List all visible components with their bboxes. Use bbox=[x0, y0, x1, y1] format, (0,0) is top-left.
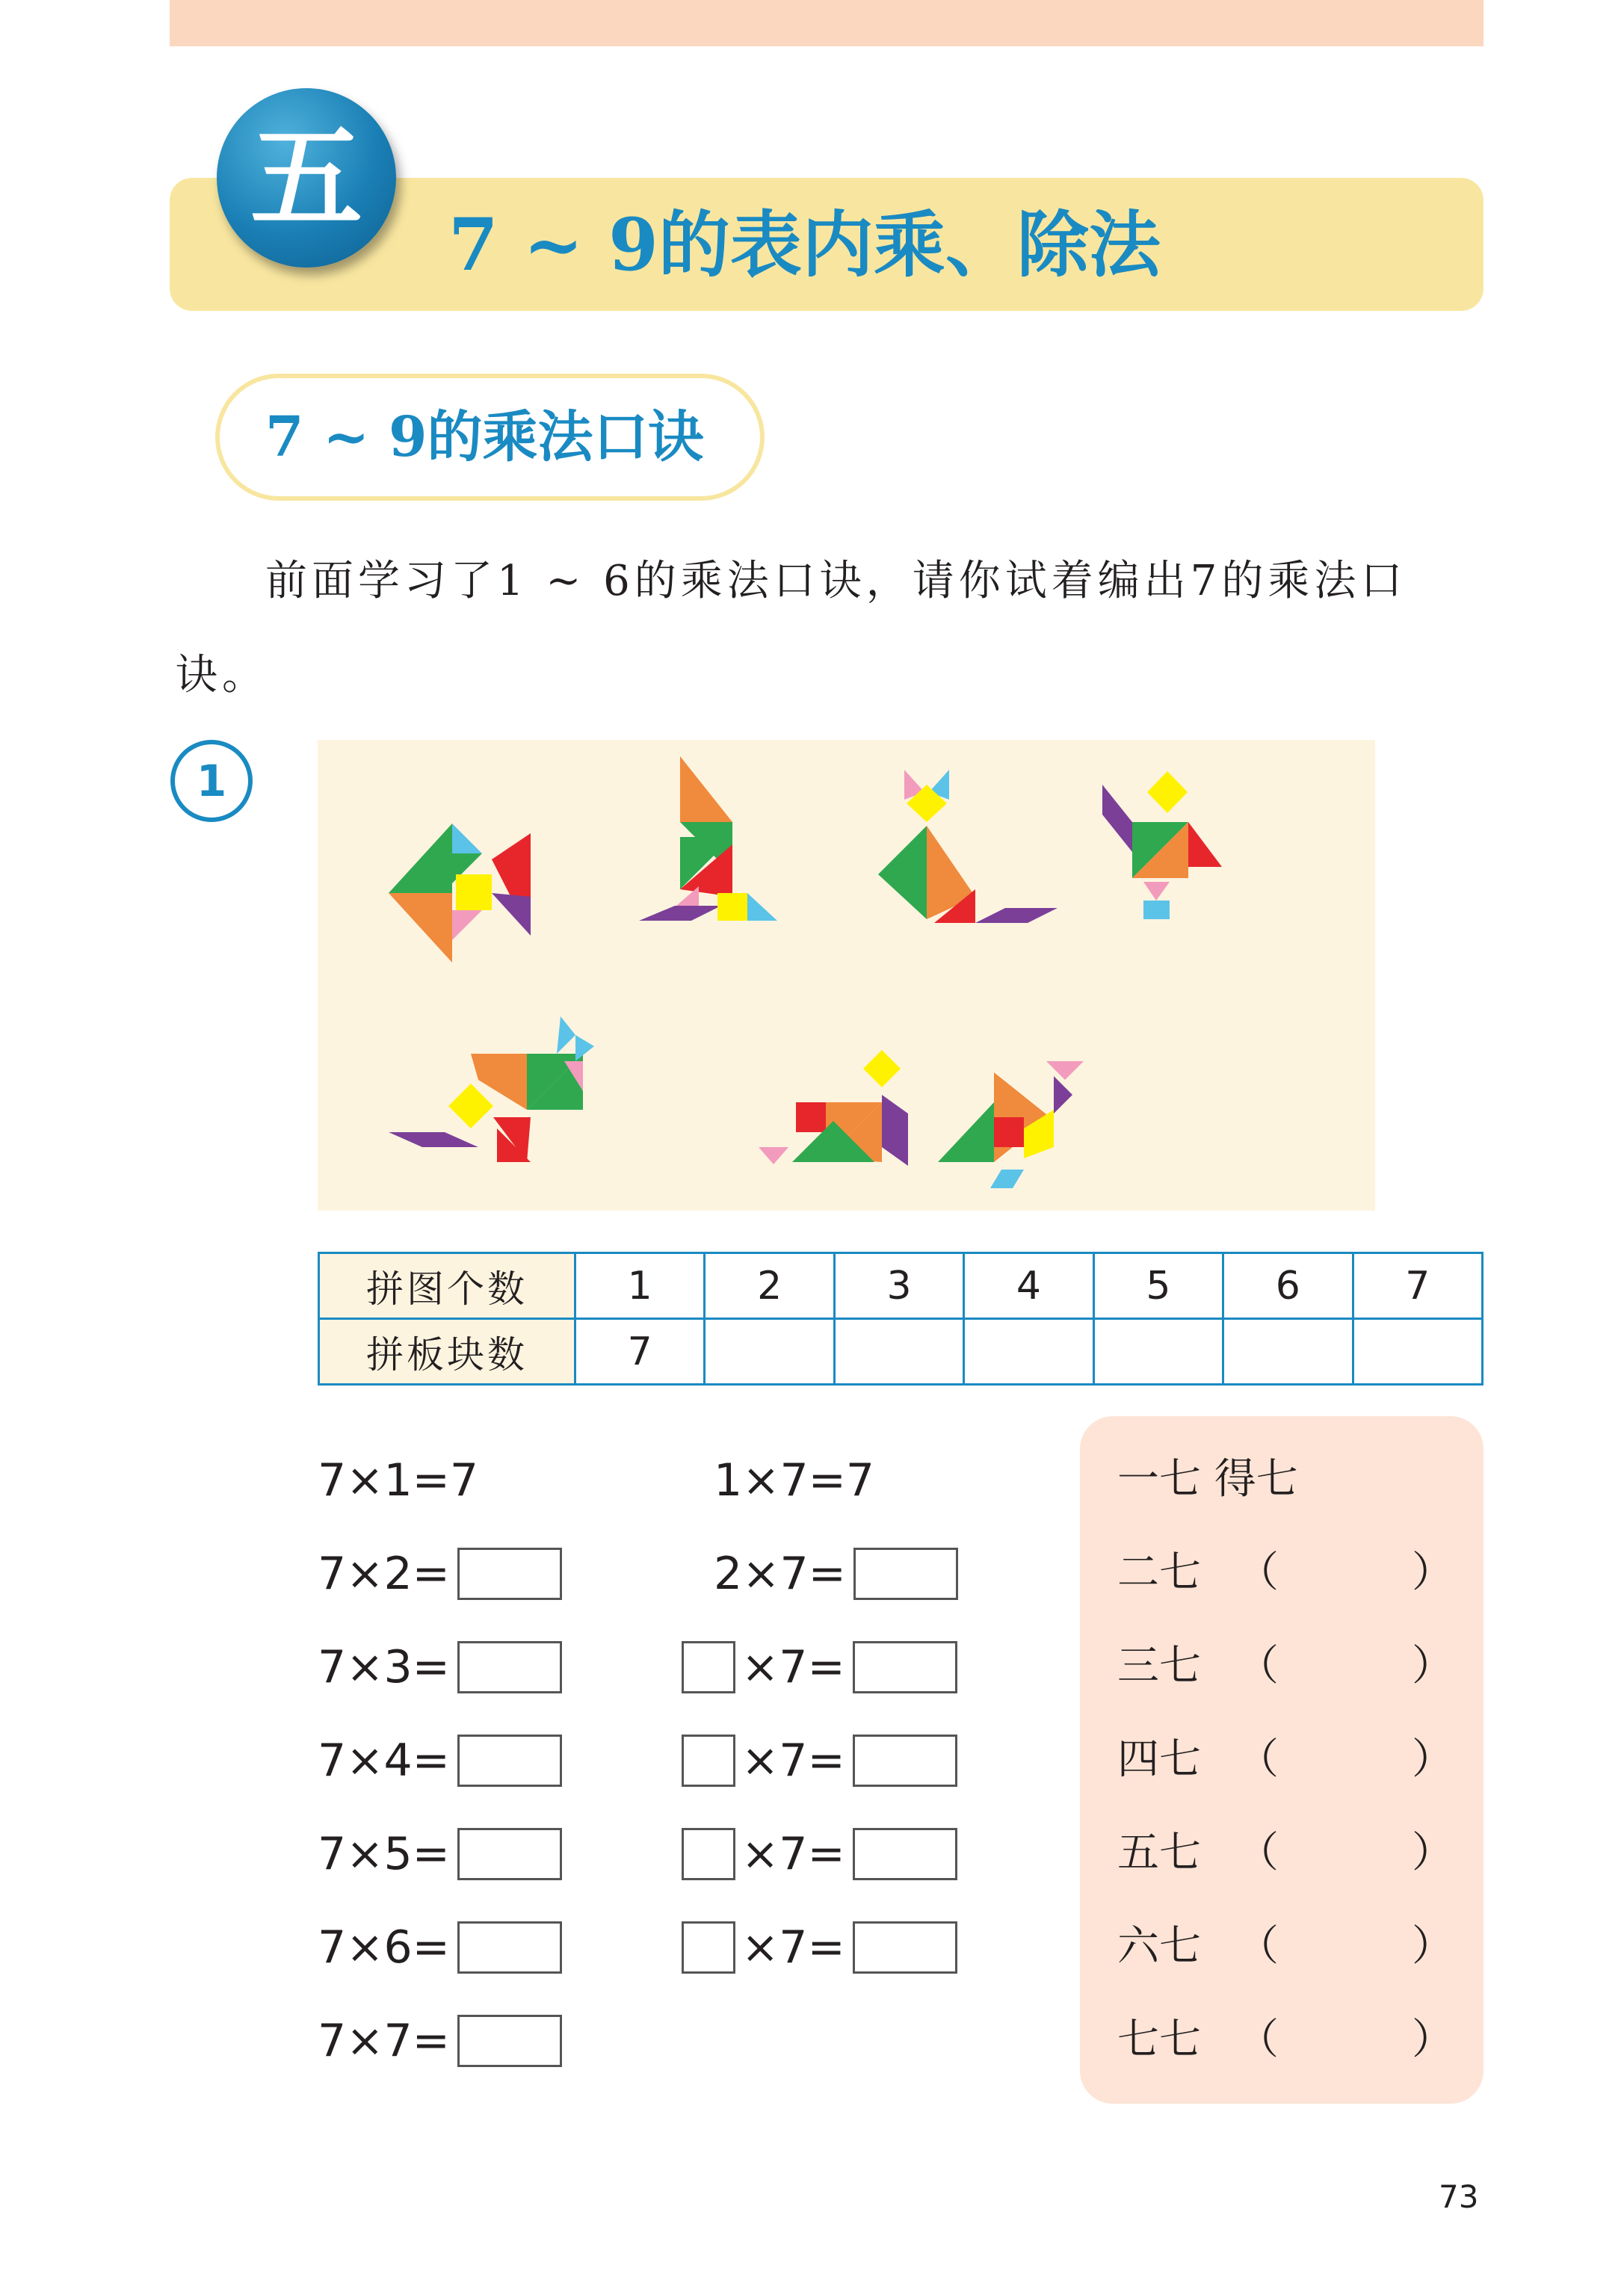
rhyme-line bbox=[1117, 1917, 1454, 1977]
table-cell: 4 bbox=[964, 1253, 1093, 1319]
rhyme-text: 六七 bbox=[1117, 1922, 1201, 1971]
equation-text: 7×6= bbox=[318, 1921, 450, 1974]
equation-text: ×7= bbox=[741, 1641, 845, 1693]
intro-paragraph: 前面学习了1 ~ 6的乘法口诀，请你试着编出7的乘法口诀。 bbox=[176, 557, 1407, 699]
table-cell: 3 bbox=[834, 1253, 963, 1319]
table-cell: 7 bbox=[575, 1319, 705, 1385]
equation-text: 7×1=7 bbox=[318, 1454, 479, 1507]
factor-box[interactable] bbox=[682, 1641, 735, 1693]
section-title: 7 ~ 9的乘法口诀 bbox=[265, 405, 704, 469]
table-header-pieces: 拼板块数 bbox=[319, 1319, 575, 1385]
equation-text: 1×7=7 bbox=[714, 1454, 875, 1507]
answer-box[interactable] bbox=[853, 1735, 957, 1787]
tangram-seal bbox=[759, 1050, 908, 1166]
equation-left bbox=[318, 1827, 562, 1881]
chapter-title: 7 ~ 9的表内乘、除法 bbox=[448, 203, 1161, 287]
rhyme-blank-close: ） bbox=[1412, 2016, 1454, 2064]
exercise-number: 1 bbox=[170, 740, 253, 822]
table-cell: 6 bbox=[1223, 1253, 1353, 1319]
table-answer-cell[interactable] bbox=[1093, 1319, 1223, 1385]
tangram-person bbox=[1102, 771, 1222, 919]
equation-right bbox=[682, 1734, 957, 1788]
equation-right bbox=[682, 1921, 957, 1974]
rhyme-blank-open: （ bbox=[1237, 1735, 1279, 1784]
answer-box[interactable] bbox=[457, 1548, 562, 1600]
rhyme-blank-close: ） bbox=[1412, 1548, 1454, 1597]
rhyme-text: 五七 bbox=[1117, 1829, 1201, 1877]
answer-box[interactable] bbox=[457, 1735, 562, 1787]
count-table bbox=[318, 1252, 1483, 1386]
equation-text: ×7= bbox=[741, 1735, 845, 1787]
answer-box[interactable] bbox=[853, 1548, 958, 1600]
table-row bbox=[319, 1253, 1483, 1319]
equation-right bbox=[714, 1454, 874, 1507]
rhyme-text: 二七 bbox=[1117, 1548, 1201, 1597]
equation-left bbox=[318, 1547, 562, 1601]
rhyme-blank-close: ） bbox=[1412, 1829, 1454, 1877]
answer-box[interactable] bbox=[457, 1828, 562, 1880]
tangram-sailboat bbox=[639, 756, 777, 921]
table-header-puzzles: 拼图个数 bbox=[319, 1253, 575, 1319]
table-answer-cell[interactable] bbox=[834, 1319, 963, 1385]
rhyme-blank-open: （ bbox=[1237, 1548, 1279, 1597]
equation-text: 7×5= bbox=[318, 1828, 450, 1880]
rhyme-text: 一七 得七 bbox=[1117, 1455, 1298, 1504]
equation-text: ×7= bbox=[741, 1828, 845, 1880]
rhyme-line bbox=[1117, 1823, 1454, 1883]
equation-right bbox=[682, 1827, 957, 1881]
table-cell: 1 bbox=[575, 1253, 705, 1319]
rhyme-text: 三七 bbox=[1117, 1642, 1201, 1690]
answer-box[interactable] bbox=[457, 1921, 562, 1974]
factor-box[interactable] bbox=[682, 1735, 735, 1787]
equation-text: 2×7= bbox=[714, 1548, 846, 1600]
table-answer-cell[interactable] bbox=[1353, 1319, 1482, 1385]
chapter-badge: 五 bbox=[217, 88, 396, 268]
equation-left bbox=[318, 1734, 562, 1788]
equation-text: 7×2= bbox=[318, 1548, 450, 1600]
equation-text: ×7= bbox=[741, 1921, 845, 1974]
rhyme-text: 四七 bbox=[1117, 1735, 1201, 1784]
equation-text: 7×7= bbox=[318, 2015, 450, 2067]
rhyme-blank-close: ） bbox=[1412, 1735, 1454, 1784]
rhyme-blank-open: （ bbox=[1237, 1642, 1279, 1690]
rhyme-text: 七七 bbox=[1117, 2016, 1201, 2064]
top-color-band bbox=[170, 0, 1483, 46]
tangram-illustration bbox=[318, 740, 1375, 1211]
table-cell: 5 bbox=[1093, 1253, 1223, 1319]
tangram-duck bbox=[938, 1061, 1084, 1188]
answer-box[interactable] bbox=[853, 1828, 957, 1880]
equation-text: 7×4= bbox=[318, 1735, 450, 1787]
rhyme-line bbox=[1117, 1543, 1454, 1603]
rhyme-line bbox=[1117, 1637, 1454, 1696]
equation-left bbox=[318, 1921, 562, 1974]
equation-right bbox=[714, 1547, 958, 1601]
table-row bbox=[319, 1319, 1483, 1385]
table-answer-cell[interactable] bbox=[1223, 1319, 1353, 1385]
factor-box[interactable] bbox=[682, 1828, 735, 1880]
rhyme-line bbox=[1117, 1450, 1454, 1510]
equation-right bbox=[682, 1640, 957, 1694]
page-number: 73 bbox=[1439, 2178, 1479, 2215]
tangram-cat bbox=[878, 770, 1058, 923]
equation-left bbox=[318, 2014, 562, 2068]
table-cell: 7 bbox=[1353, 1253, 1482, 1319]
rhyme-line bbox=[1117, 1730, 1454, 1790]
rhyme-blank-close: ） bbox=[1412, 1922, 1454, 1971]
equation-left bbox=[318, 1640, 562, 1694]
rhyme-blank-close: ） bbox=[1412, 1642, 1454, 1690]
table-answer-cell[interactable] bbox=[705, 1319, 834, 1385]
tangram-panel bbox=[318, 740, 1375, 1211]
table-cell: 2 bbox=[705, 1253, 834, 1319]
table-answer-cell[interactable] bbox=[964, 1319, 1093, 1385]
answer-box[interactable] bbox=[853, 1921, 957, 1974]
answer-box[interactable] bbox=[457, 1641, 562, 1693]
tangram-fish bbox=[389, 824, 531, 963]
rhyme-blank-open: （ bbox=[1237, 1829, 1279, 1877]
rhyme-line bbox=[1117, 2010, 1454, 2070]
rhyme-blank-open: （ bbox=[1237, 2016, 1279, 2064]
rhyme-blank-open: （ bbox=[1237, 1922, 1279, 1971]
factor-box[interactable] bbox=[682, 1921, 735, 1974]
equation-text: 7×3= bbox=[318, 1641, 450, 1693]
tangram-bird bbox=[389, 1016, 594, 1162]
equation-left bbox=[318, 1454, 478, 1507]
answer-box[interactable] bbox=[457, 2015, 562, 2067]
answer-box[interactable] bbox=[853, 1641, 957, 1693]
